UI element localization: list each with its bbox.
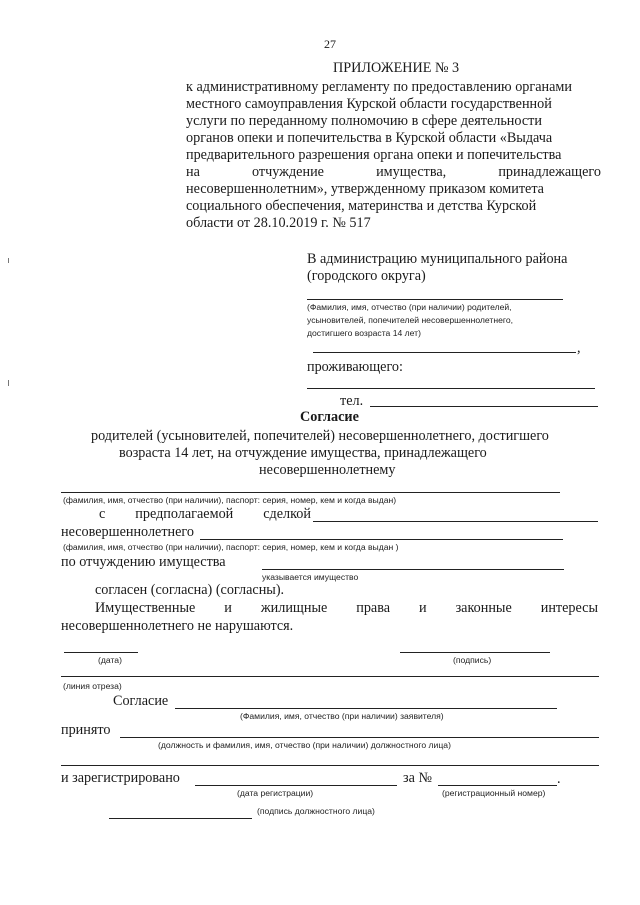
appendix-line: местного самоуправления Курской области государственной [186, 96, 552, 112]
date-field[interactable] [64, 652, 138, 653]
property-field[interactable] [262, 569, 564, 570]
appendix-line: социального обеспечения, материнства и детства Курской [186, 198, 537, 214]
word: и [224, 600, 232, 616]
cut-line [61, 676, 599, 677]
field-hint: достигшего возраста 14 лет) [307, 328, 421, 338]
official-signature-field[interactable] [109, 818, 252, 819]
field-hint: (Фамилия, имя, отчество (при наличии) заявителя) [240, 711, 444, 721]
phone-field[interactable] [370, 406, 598, 407]
rights-text: несовершеннолетнего не нарушаются. [61, 618, 294, 634]
official-field-2[interactable] [61, 765, 599, 766]
comma: , [577, 340, 581, 356]
phone-label: тел. [340, 393, 364, 409]
word: и [419, 600, 427, 616]
parent-name-field[interactable] [307, 299, 563, 300]
date-hint: (дата) [98, 655, 122, 665]
appendix-line: области от 28.10.2019 г. № 517 [186, 215, 371, 231]
word: принадлежащего [498, 164, 601, 180]
registered-label: и зарегистрировано [61, 770, 180, 786]
appendix-line: предварительного разрешения органа опеки и попечительства [186, 147, 562, 163]
agree-text: согласен (согласна) (согласны). [95, 582, 285, 598]
appendix-title: ПРИЛОЖЕНИЕ № 3 [333, 60, 460, 76]
residing-label: проживающего: [307, 359, 403, 375]
deal-field[interactable] [313, 521, 598, 522]
consent-subtitle: возраста 14 лет, на отчуждение имущества, принадлежащего [119, 445, 487, 461]
field-hint: (Фамилия, имя, отчество (при наличии) родителей, [307, 302, 512, 312]
word: имущества, [376, 164, 447, 180]
field-hint: (регистрационный номер) [442, 788, 546, 798]
address-field[interactable] [307, 388, 595, 389]
reg-date-field[interactable] [195, 785, 397, 786]
consent-subtitle: несовершеннолетнему [259, 462, 396, 478]
minor-details-field[interactable] [200, 539, 563, 540]
appendix-line: органов опеки и попечительства в Курской области «Выдача [186, 130, 553, 146]
reg-number-field[interactable] [438, 785, 557, 786]
period: . [557, 771, 561, 787]
tearoff-consent-label: Согласие [113, 693, 169, 709]
appendix-line-justified [186, 164, 601, 181]
field-hint: (подпись должностного лица) [257, 806, 375, 816]
field-hint: (должность и фамилия, имя, отчество (при наличии) должностного лица) [158, 740, 451, 750]
field-hint: (фамилия, имя, отчество (при наличии), паспорт: серия, номер, кем и когда выдан) [63, 495, 397, 505]
word: отчуждение [252, 164, 324, 180]
word: сделкой [263, 506, 311, 522]
parent-details-field[interactable] [61, 492, 560, 493]
parent-name-field-2[interactable] [313, 352, 576, 353]
number-label: за № [403, 770, 432, 786]
word: законные [455, 600, 512, 616]
addressee-line: (городского округа) [307, 268, 426, 284]
scan-mark [8, 380, 9, 386]
scan-mark [8, 258, 9, 263]
signature-hint: (подпись) [453, 655, 492, 665]
page-number: 27 [324, 37, 336, 51]
word: Имущественные [95, 600, 196, 616]
appendix-line: услуги по переданному полномочию в сфере деятельности [186, 113, 542, 129]
consent-title: Согласие [300, 409, 359, 425]
cut-line-label: (линия отреза) [63, 681, 122, 691]
deal-line [99, 506, 311, 523]
appendix-line: несовершеннолетним», утвержденному приказом комитета [186, 181, 544, 197]
signature-field[interactable] [400, 652, 550, 653]
field-hint: усыновителей, попечителей несовершеннолетнего, [307, 315, 514, 325]
word: права [356, 600, 391, 616]
official-field[interactable] [120, 737, 599, 738]
rights-line [95, 600, 598, 617]
property-label: по отчуждению имущества [61, 554, 226, 570]
word: на [186, 164, 200, 180]
field-hint: указывается имущество [262, 572, 359, 582]
applicant-field[interactable] [175, 708, 557, 709]
word: с [99, 506, 106, 522]
addressee-line: В администрацию муниципального района [307, 251, 568, 267]
accepted-label: принято [61, 722, 111, 738]
word: предполагаемой [135, 506, 234, 522]
appendix-line: к административному регламенту по предоставлению органами [186, 79, 572, 95]
word: интересы [540, 600, 598, 616]
word: жилищные [260, 600, 328, 616]
minor-label: несовершеннолетнего [61, 524, 194, 540]
field-hint: (дата регистрации) [237, 788, 314, 798]
consent-subtitle: родителей (усыновителей, попечителей) несовершеннолетнего, достигшего [91, 428, 549, 444]
field-hint: (фамилия, имя, отчество (при наличии), паспорт: серия, номер, кем и когда выдан ) [63, 542, 399, 552]
